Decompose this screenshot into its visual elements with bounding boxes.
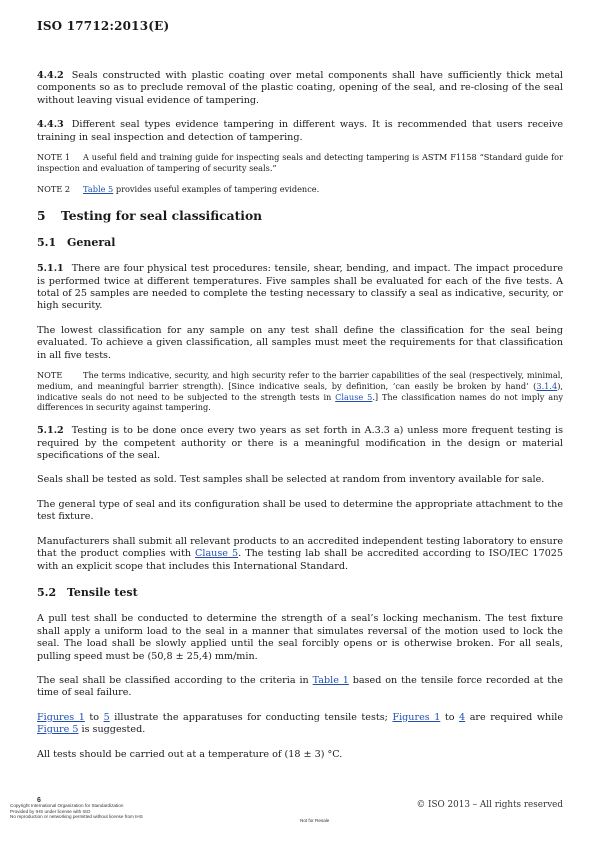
paragraph-figures: [37, 712, 563, 737]
paragraph-text: illustrate the apparatuses for conducting tensile tests;: [109, 711, 393, 723]
note-label: NOTE 2: [37, 183, 71, 194]
section-number: 5.2: [37, 585, 57, 599]
clause-number: 5.1.1: [37, 263, 64, 275]
clause-3-1-4-link[interactable]: 3.1.4: [536, 380, 558, 391]
paragraph-text: is suggested.: [78, 724, 146, 736]
note-classification: [37, 370, 563, 413]
clause-text: Different seal types evidence tampering in different ways. It is recommended that users receive training in seal inspection and detection of tampering.: [37, 119, 563, 143]
table-1-link[interactable]: Table 1: [312, 674, 349, 686]
section-title: Testing for seal classification: [61, 208, 263, 224]
document-id-header: ISO 17712:2013(E): [37, 19, 170, 33]
note-text: ), indicative seals do not need to be subjected to the strength tests in: [37, 380, 563, 402]
paragraph-pull-test: A pull test shall be conducted to determine the strength of a seal’s locking mechanism. The test fixture shall apply a uniform load to the seal in a manner that simulates reversal of the motion used to lock the seal. The load shall be slowly applied until the seal forcibly opens or is otherwise broken. For all seals, pulling speed must be (50,8 ± 25,4) mm/min.: [37, 613, 563, 662]
section-number: 5.1: [37, 235, 57, 249]
clause-number: 5.1.2: [37, 425, 64, 437]
note-text: A useful field and training guide for inspecting seals and detecting tampering is ASTM F1158 “Standard guide for inspection and evaluation of tampering of security seals.”: [37, 152, 563, 173]
paragraph-classified: [37, 675, 563, 700]
note-text: The terms indicative, security, and high security refer to the barrier capabilities of the seal (respectively, minimal, medium, and meaningful barrier strength). [Since indicative seals, by definition, ‘can easily be broken by hand’ (: [37, 370, 563, 391]
section-5-2-heading: [37, 587, 563, 599]
paragraph-general-type: The general type of seal and its configuration shall be used to determine the appropriate attachment to the test fixture.: [37, 498, 563, 523]
paragraph-temperature: All tests should be carried out at a temperature of (18 ± 3) °C.: [37, 748, 343, 760]
note-text: provides useful examples of tampering evidence.: [113, 183, 320, 194]
section-5-heading: [37, 210, 563, 222]
section-title: Tensile test: [67, 585, 138, 599]
section-title: General: [67, 235, 116, 249]
not-for-resale-notice: Not for Resale: [300, 818, 330, 823]
paragraph-text: are required while: [465, 711, 564, 723]
figures-1-link[interactable]: Figures 1: [37, 711, 85, 723]
paragraph-tested-as-sold: Seals shall be tested as sold. Test samples shall be selected at random from inventory available for sale.: [37, 474, 545, 486]
clause-5-1-1: [37, 263, 563, 313]
copyright-notice: © ISO 2013 – All rights reserved: [416, 800, 563, 810]
note-text: .] The classification names do not imply any differences in security against tampering.: [37, 391, 563, 413]
paragraph-lowest-classification: The lowest classification for any sample on any test shall define the classification for the seal being evaluated. To achieve a given classification, all samples must meet the requirements for that classification in all five tests.: [37, 324, 563, 361]
figures-1-link-2[interactable]: Figures 1: [392, 711, 441, 723]
clause-5-link[interactable]: Clause 5: [335, 391, 373, 402]
section-number: 5: [37, 208, 46, 224]
figure-5-link[interactable]: Figure 5: [37, 724, 79, 736]
note-label: NOTE: [37, 370, 63, 381]
paragraph-text: based on the tensile force recorded at the time of seal failure.: [37, 674, 564, 699]
license-line: Copyright International Organization for Standardization: [10, 803, 124, 808]
clause-4-4-3: [37, 119, 563, 144]
clause-5-link[interactable]: Clause 5: [195, 548, 239, 560]
note-2: [37, 184, 563, 195]
license-notice: [10, 803, 143, 820]
table-5-link[interactable]: Table 5: [83, 183, 114, 194]
section-5-1-heading: [37, 237, 563, 249]
clause-4-4-2: [37, 70, 563, 107]
figure-4-ref-link[interactable]: 4: [459, 711, 466, 723]
note-label: NOTE 1: [37, 152, 71, 163]
clause-text: Testing is to be done once every two years as set forth in A.3.3 a) unless more frequent testing is required by the competent authority or there is a meaningful modification in the design or material specifications of the seal.: [37, 425, 563, 462]
page-number: 6: [37, 797, 41, 804]
paragraph-manufacturers: [37, 536, 563, 573]
paragraph-text: Manufacturers shall submit all relevant products to an accredited independent testing laboratory to ensure that the product complies with: [37, 535, 563, 560]
paragraph-text: to: [440, 711, 460, 723]
clause-5-1-2: [37, 425, 563, 462]
license-line: No reproduction or networking permitted without license from IHS: [10, 814, 143, 820]
figure-5-ref-link[interactable]: 5: [103, 711, 110, 723]
clause-text: There are four physical test procedures: tensile, shear, bending, and impact. The impact procedure is performed twice at different temperatures. Five samples shall be evaluated for each of the five tests. A total of 25 samples are needed to complete the testing necessary to classify a seal as indicative, security, or high security.: [37, 263, 563, 312]
clause-number: 4.4.2: [37, 70, 64, 81]
note-1: [37, 152, 563, 174]
paragraph-text: to: [84, 711, 104, 723]
license-line: Provided by IHS under license with ISO: [10, 808, 91, 814]
clause-number: 4.4.3: [37, 119, 64, 131]
paragraph-text: The seal shall be classified according to the criteria in: [37, 674, 313, 686]
paragraph-text: . The testing lab shall be accredited according to ISO/IEC 17025 with an explicit scope that includes this International Standard.: [37, 548, 564, 572]
clause-text: Seals constructed with plastic coating over metal components shall have sufficiently thick metal components so as to preclude removal of the plastic coating, opening of the seal, and re-closing of the seal without leaving visual evidence of tampering.: [37, 70, 563, 106]
document-body: [37, 70, 563, 773]
